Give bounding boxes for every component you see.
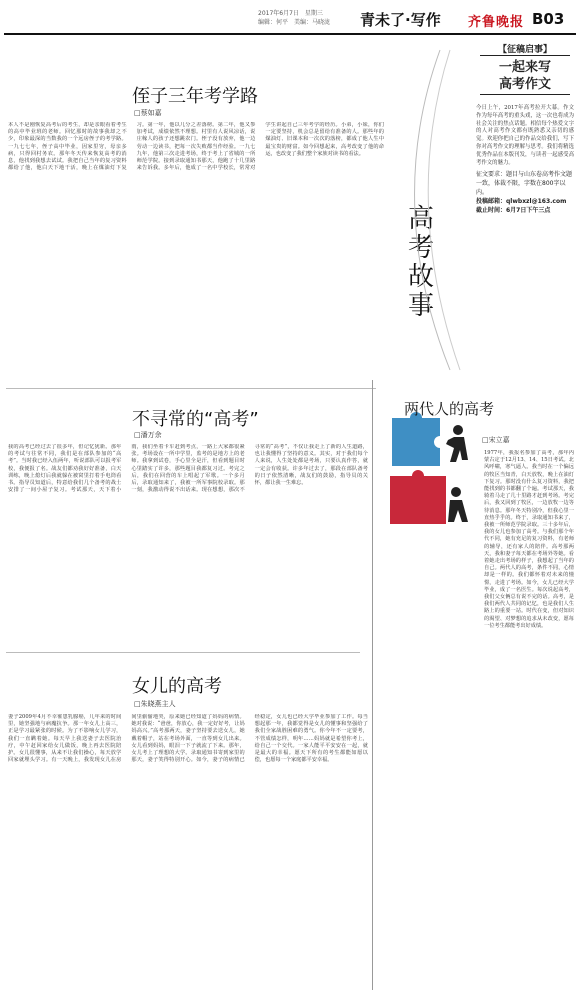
newspaper-logo: 齐鲁晚报 — [468, 15, 525, 30]
feature-char: 事 — [407, 291, 434, 321]
notice-box — [476, 42, 574, 215]
notice-email: 投稿邮箱：qlwbxzl@163.com — [476, 198, 567, 206]
article-body-1: 本人不是刚恢复高考后的考生，却是亲眼看着考生的高中毕业班的老师。回忆那时的故事我却之不少，印象最深的当数我的一个远房侄子的考学路。一九七七年，侄子高中毕业，因家里穷，母亲多病，只得回村务农。那年冬天传来恢复高考的消息，他找到我想去试试。我把自己当年的复习资料都给了他，他白天下地干活，晚上在煤油灯下复习。第一年，他以几分之差落榜。第二年，他又参加考试，成绩依然不理想。村里有人说风凉话，说庄稼人的孩子还想跳农门。侄子没有放弃，他一边劳动一边读书，把每一次失败都当作经验。一九七九年，他第三次走进考场，终于考上了省城的一所师范学院。接到录取通知书那天，他跑了十几里路来告诉我。多年后，他成了一名中学校长，常常对学生讲起自己三年考学的经历。小弟，小妹，你们一定要坚持，机会总是留给有准备的人。那些年的煤油灯、旧课本和一次次的落榜，都成了他人生中最宝贵的财富。如今回想起来，高考改变了他的命运，也改变了我们整个家族对读书的看法。 — [8, 122, 384, 172]
notice-cutoff: 截止时间：6月7日下午三点 — [476, 207, 551, 215]
notice-title-line: 一起来写 — [498, 60, 551, 75]
column-divider — [372, 380, 373, 990]
article-author-3: □宋立嘉 — [482, 436, 510, 444]
article-body-2: 我的高考已经过去了很多年，但记忆犹新。那年的考试与往常不同，我们是在部队参加的“高考”。当时我已经入伍两年，听说部队可以报考军校，我便报了名。战友们都劝我好好准备，白天训练，晚上熄灯后我就躲在被窝里打着手电筒看书。指导员知道后，特意给我们几个备考的战士安排了一间小屋子复习。考试那天，天下着小雨，我们坐着卡车赶到考点，一路上大家都很紧张。考场设在一所中学里，监考的是地方上的老师。我拿到试卷，手心里全是汗，但看到题目时心里踏实了许多，那些题目我都复习过。考完之后，我们在回营的车上唱起了军歌。一个多月后，录取通知来了，我被一所军事院校录取。那一刻，我激动得说不出话来。现在想想，那次不寻常的“高考”，不仅让我走上了新的人生道路，也让我懂得了坚持的意义。其实，对于我们每个人来说，人生处处都是考场，只要认真作答，就一定会有收获。许多年过去了，那段在部队备考的日子依然清晰，战友们的鼓励，指导员的关怀，都让我一生难忘。 — [8, 444, 368, 494]
article-author-4: □朱晓燕主人 — [134, 700, 176, 708]
notice-title — [476, 59, 574, 93]
notice-body: 今日上午，2017年高考拉开大幕。作文作为每年高考的重头戏，这一次也将成为社会关注的焦点话题。相信每个热爱文字的人对高考作文都有既熟悉又亲切的感觉。欢迎你把自己的作品交给我们，写下你对高考作文的理解与思考。我们将精选优秀作品在本版刊发，与读者一起感受高考作文的魅力。 — [476, 105, 574, 166]
person-figure — [446, 425, 468, 522]
article-title-4: 女儿的高考 — [132, 676, 222, 697]
header-date: 2017年6月7日 星期三 — [258, 10, 323, 17]
section-divider — [6, 652, 360, 653]
header-rule — [4, 33, 576, 35]
article-title-1: 侄子三年考学路 — [132, 86, 258, 107]
red-puzzle-piece — [390, 470, 446, 524]
blue-puzzle-piece — [392, 412, 440, 466]
feature-char: 故 — [407, 262, 434, 292]
article-body-4: 妻子2009年4月不幸罹患乳腺癌，几年来的时间里，她坚强地与病魔抗争。那一年女儿上高三，正是学习最紧张的时候。为了不影响女儿学习，我们一直瞒着她。每天早上我送妻子去医院治疗，中午赶回家给女儿做饭，晚上再去医院陪护。女儿很懂事，从来不让我们操心，每天放学回家就埋头学习。有一天晚上，我发现女儿在房间里偷偷地哭，原来她已经知道了妈妈的病情。她对我说：“爸爸，你放心，我一定好好考，让妈妈高兴。”高考那两天，妻子坚持要去送女儿，她戴着帽子，站在考场外面，一直等到女儿出来。女儿看到妈妈，眼泪一下子就流了下来。那年，女儿考上了理想的大学。录取通知书寄到家里的那天，妻子笑得特别开心。如今，妻子的病情已经稳定，女儿也已经大学毕业参加了工作。每当想起那一年，我都觉得是女儿的懂事和坚强给了我们全家战胜困难的勇气。你今年不一定要考，不管成绩怎样，明年……妈妈就是希望你考上，给自己一个交代。一家人能平平安安在一起，就是最大的幸福。愿天下所有的考生都能如愿以偿，也愿每一个家庭都平安幸福。 — [8, 714, 368, 764]
notice-tag: 【征稿启事】 — [497, 45, 552, 55]
article-author-1: □蔡如嘉 — [134, 109, 162, 117]
article-author-2: □潘万余 — [134, 431, 162, 439]
article-body-3: 1977年，我报名参加了高考，那年内蒙古定于12月13、14、15日考试。北风呼啸，寒气逼人。我当时在一个偏远的牧区当知青，白天放牧，晚上在油灯下复习。那时没有什么复习资料，我把能找到的书都翻了个遍。考试那天，我骑着马走了几十里路才赶到考场。考完后，我又回到了牧区，一边放牧一边等待消息。那年冬天特别冷，但我心里一直热乎乎的。终于，录取通知书来了，我被一所师范学院录取。三十多年后，我的女儿也参加了高考。与我们那个年代不同，她有充足的复习资料，有老师的辅导，还有家人的陪伴。高考那两天，我和妻子每天都在考场外等她。看着她走出考场的样子，我想起了当年的自己。两代人的高考，条件不同，心情却是一样的。我们都怀着对未来的憧憬，走进了考场。如今，女儿已经大学毕业，成了一名医生。每次说起高考，我们父女俩总有说不完的话。高考，是我们两代人共同的记忆，也是我们人生路上的重要一站。时代在变，但对知识的渴望、对梦想的追求从未改变，愿每一位考生都能考出好成绩。 — [484, 450, 574, 629]
page-number: B03 — [532, 10, 565, 28]
notice-title-line: 高考作文 — [498, 77, 551, 92]
article-title-3: 两代人的高考 — [404, 400, 495, 418]
feature-char: 高 — [407, 204, 434, 234]
header-editor: 编辑：何平 美编：马晓泷 — [258, 19, 331, 26]
decorative-lines — [380, 40, 470, 380]
article-title-2: 不寻常的“高考” — [132, 409, 259, 430]
notice-deadline: 征文要求：题目与山东卷高考作文题一致，体裁不限，字数在800字以内。 — [476, 171, 573, 197]
section-divider — [6, 388, 376, 389]
notice-rule-2 — [480, 94, 570, 95]
puzzle-illustration — [384, 410, 480, 530]
notice-rule — [480, 55, 570, 56]
section-title: 青未了·写作 — [360, 11, 441, 29]
feature-char: 考 — [407, 233, 434, 263]
